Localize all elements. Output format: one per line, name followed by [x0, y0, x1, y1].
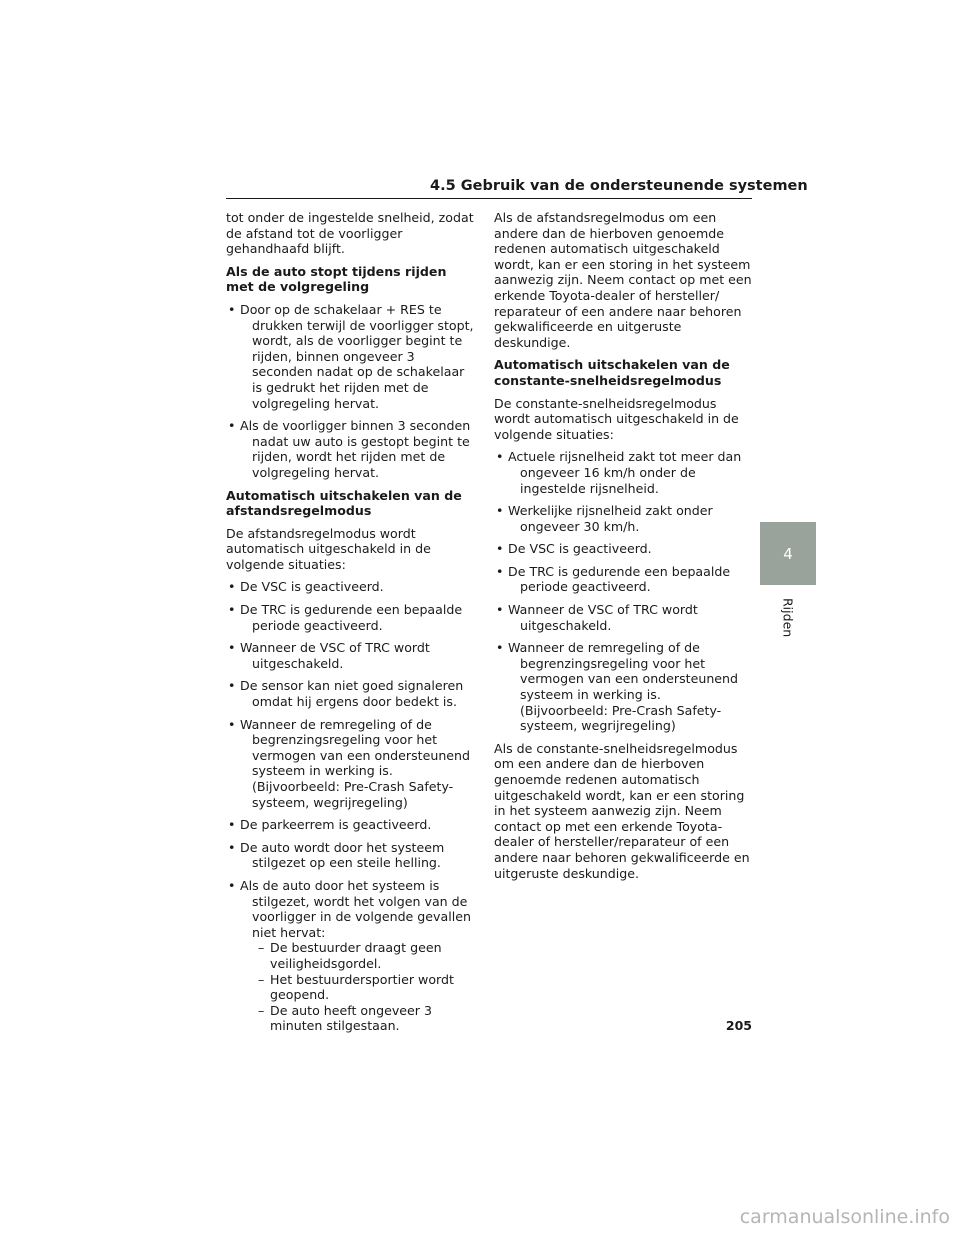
- list-item: • Wanneer de VSC of TRC wordt uitgeschakeld.: [494, 602, 752, 633]
- section-heading: Automatisch uitschakelen van de constante-snelheidsregelmodus: [494, 357, 730, 388]
- section-heading: Als de auto stopt tijdens rijden met de volgregeling: [226, 263, 447, 295]
- paragraph: De afstandsregelmodus wordt automatisch uitgeschakeld in de volgende situaties:: [226, 525, 431, 572]
- list-item: • De TRC is gedurende een bepaalde periode geactiveerd.: [494, 564, 752, 595]
- sub-list: [240, 940, 474, 1034]
- list-item: • Door op de schakelaar + RES te drukken terwijl de voorligger stopt, wordt, als de voorligger begint te rijden, binnen ongeveer 3 seconden nadat op de schakelaar is gedrukt het rijden met de volgregeling hervat.: [226, 302, 474, 411]
- list-item: • De sensor kan niet goed signaleren omdat hij ergens door bedekt is.: [226, 678, 474, 709]
- right-column: [494, 210, 752, 888]
- left-column: [226, 210, 474, 1041]
- section-title: 4.5 Gebruik van de ondersteunende systemen: [430, 178, 808, 194]
- sub-list-item: – Het bestuurdersportier wordt geopend.: [258, 971, 454, 1003]
- chapter-label: Rijden: [780, 598, 796, 638]
- section-heading: Automatisch uitschakelen van de afstandsregelmodus: [226, 487, 462, 519]
- sub-list-item: – De bestuurder draagt geen veiligheidsgordel.: [258, 940, 442, 971]
- watermark: carmanualsonline.info: [739, 1206, 950, 1228]
- paragraph: De constante-snelheidsregelmodus wordt automatisch uitgeschakeld in de volgende situaties:: [494, 395, 739, 442]
- header-divider: [226, 198, 752, 199]
- bullet-list: [226, 302, 474, 481]
- list-item: • Wanneer de remregeling of de begrenzingsregeling voor het vermogen van een ondersteunend systeem in werking is. (Bijvoorbeeld: Pre-Crash Safety-systeem, wegrijregeling): [226, 717, 474, 811]
- paragraph: Als de afstandsregelmodus om een andere dan de hierboven genoemde redenen automatisch uitgeschakeld wordt, kan er een storing in het systeem aanwezig zijn. Neem contact op met een erkende Toyota-dealer of hersteller/ reparateur of een andere naar behoren gekwalificeerde en uitgeruste deskundige.: [494, 210, 752, 350]
- list-item: • De parkeerrem is geactiveerd.: [226, 817, 474, 833]
- list-item: • Wanneer de VSC of TRC wordt uitgeschakeld.: [226, 640, 474, 671]
- list-item: • Als de voorligger binnen 3 seconden nadat uw auto is gestopt begint te rijden, wordt het rijden met de volgregeling hervat.: [226, 418, 474, 480]
- list-item: • De VSC is geactiveerd.: [494, 541, 752, 557]
- bullet-list: [494, 449, 752, 734]
- intro-paragraph: tot onder de ingestelde snelheid, zodat de afstand tot de voorligger gehandhaafd blijft.: [226, 210, 474, 257]
- list-item: • Werkelijke rijsnelheid zakt onder ongeveer 30 km/h.: [494, 503, 752, 534]
- page-number: 205: [725, 1018, 752, 1033]
- list-item: • Actuele rijsnelheid zakt tot meer dan ongeveer 16 km/h onder de ingestelde rijsnelheid.: [494, 449, 752, 496]
- sub-list-item: – De auto heeft ongeveer 3 minuten stilgestaan.: [258, 1002, 432, 1034]
- list-item: • De TRC is gedurende een bepaalde periode geactiveerd.: [226, 602, 474, 633]
- list-item: • Als de auto door het systeem is stilgezet, wordt het volgen van de voorligger in de volgende gevallen niet hervat: – De bestuurder draagt geen veiligheidsgordel. – Het bestuurdersportier wordt geopend. – De auto heeft ongeveer 3 minuten stilgestaan.: [226, 878, 474, 1034]
- list-item: • Wanneer de remregeling of de begrenzingsregeling voor het vermogen van een ondersteunend systeem in werking is. (Bijvoorbeeld: Pre-Crash Safety-systeem, wegrijregeling): [494, 640, 752, 734]
- bullet-list: [226, 579, 474, 1033]
- paragraph: Als de constante-snelheidsregelmodus om een andere dan de hierboven genoemde redenen automatisch uitgeschakeld wordt, kan er een storing in het systeem aanwezig zijn. Neem contact op met een erkende Toyota-dealer of hersteller/reparateur of een andere naar behoren gekwalificeerde en uitgeruste deskundige.: [494, 740, 750, 881]
- list-item: • De auto wordt door het systeem stilgezet op een steile helling.: [226, 840, 474, 871]
- chapter-tab: [760, 522, 816, 585]
- chapter-number: 4: [783, 544, 793, 563]
- list-item: • De VSC is geactiveerd.: [226, 579, 474, 595]
